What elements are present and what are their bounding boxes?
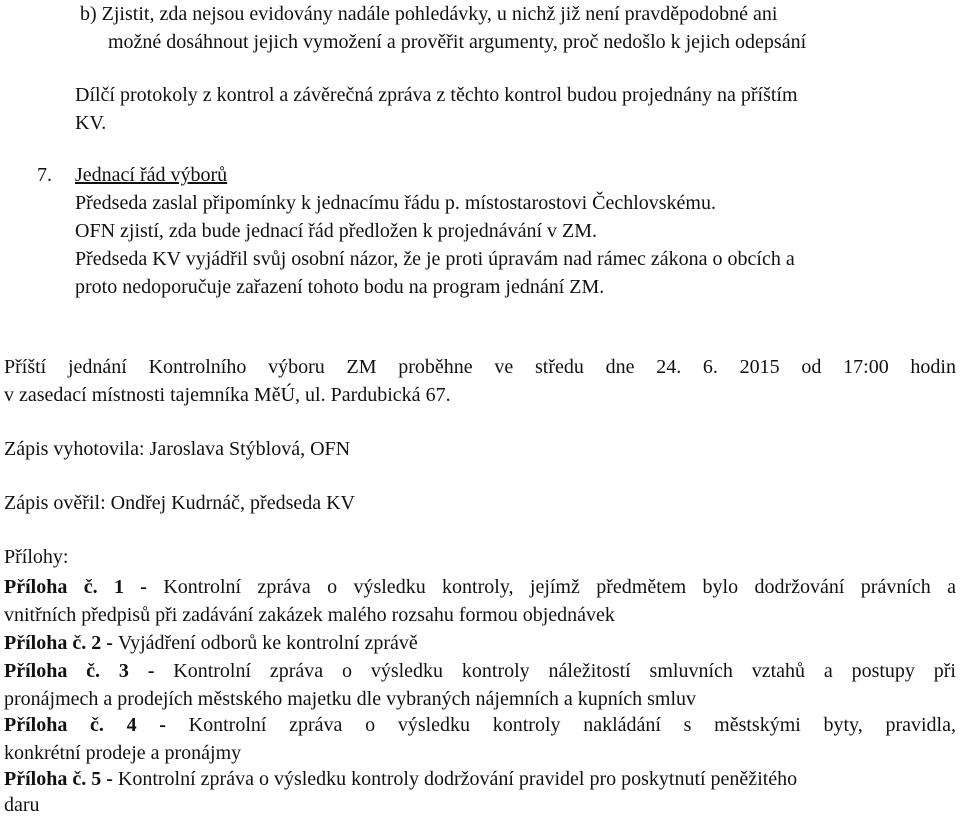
attachment-5-text: Kontrolní zpráva o výsledku kontroly dodržování pravidel pro poskytnutí peněžitého — [117, 768, 798, 790]
item-7-line-4: proto nedoporučuje zařazení tohoto bodu na program jednání ZM. — [75, 276, 605, 298]
item-7-title: Jednací řád výborů — [75, 164, 228, 186]
attachment-4-line-2: konkrétní prodeje a pronájmy — [4, 742, 242, 764]
attachment-1-number: 1 - — [97, 576, 164, 598]
attachment-3-line-1 — [4, 658, 956, 684]
attachment-5-line-1 — [4, 766, 797, 792]
attachment-1-label: Příloha č. — [4, 576, 98, 598]
attachment-5-line-2: daru — [4, 794, 40, 816]
verified-by: Zápis ověřil: Ondřej Kudrnáč, předseda KV — [4, 492, 355, 514]
protocols-line-1: Dílčí protokoly z kontrol a závěrečná zpráva z těchto kontrol budou projednány na příštím — [75, 84, 798, 106]
attachment-4-number: 4 - — [103, 714, 189, 736]
protocols-line-2: KV. — [75, 112, 107, 134]
attachment-2-number: 2 - — [86, 632, 118, 654]
recorded-by: Zápis vyhotovila: Jaroslava Stýblová, OFN — [4, 438, 351, 460]
attachment-1-line-1 — [4, 574, 956, 600]
attachment-3-label: Příloha č. — [4, 660, 101, 682]
item-b-line-2: možné dosáhnout jejich vymožení a prověřit argumenty, proč nedošlo k jejich odepsání — [108, 31, 807, 53]
attachment-2-line-1 — [4, 630, 418, 656]
attachment-1-text: Kontrolní zpráva o výsledku kontroly, jejímž předmětem bylo dodržování právních a — [163, 576, 956, 598]
attachment-4-label: Příloha č. — [4, 714, 104, 736]
attachment-5-label: Příloha č. — [4, 768, 87, 790]
attachment-5-number: 5 - — [86, 768, 118, 790]
item-7-number: 7. — [37, 164, 52, 186]
item-7-line-1: Předseda zaslal připomínky k jednacímu řádu p. místostarostovi Čechlovskému. — [75, 192, 716, 214]
attachment-3-text: Kontrolní zpráva o výsledku kontroly náležitostí smluvních vztahů a postupy při — [173, 660, 956, 682]
item-7-line-2: OFN zjistí, zda bude jednací řád předložen k projednávání v ZM. — [75, 220, 598, 242]
attachment-2-label: Příloha č. — [4, 632, 87, 654]
next-meeting-line-2: v zasedací místnosti tajemníka MěÚ, ul. Pardubická 67. — [4, 384, 451, 406]
item-7-line-3: Předseda KV vyjádřil svůj osobní názor, že je proti úpravám nad rámec zákona o obcích a — [75, 248, 795, 270]
next-meeting-line-1: Příští jednání Kontrolního výboru ZM proběhne ve středu dne 24. 6. 2015 od 17:00 hodin — [4, 356, 956, 378]
attachment-1-line-2: vnitřních předpisů při zadávání zakázek malého rozsahu formou objednávek — [4, 604, 615, 626]
attachments-heading: Přílohy: — [4, 546, 69, 568]
attachment-3-line-2: pronájmech a prodejích městského majetku dle vybraných nájemních a kupních smluv — [4, 688, 697, 710]
item-b-line-1: b) Zjistit, zda nejsou evidovány nadále pohledávky, u nichž již není pravděpodobné ani — [80, 3, 778, 25]
attachment-4-text: Kontrolní zpráva o výsledku kontroly nakládání s městskými byty, pravidla, — [188, 714, 956, 736]
attachment-2-text: Vyjádření odborů ke kontrolní zprávě — [117, 632, 418, 654]
attachment-4-line-1 — [4, 712, 956, 738]
attachment-3-number: 3 - — [100, 660, 174, 682]
